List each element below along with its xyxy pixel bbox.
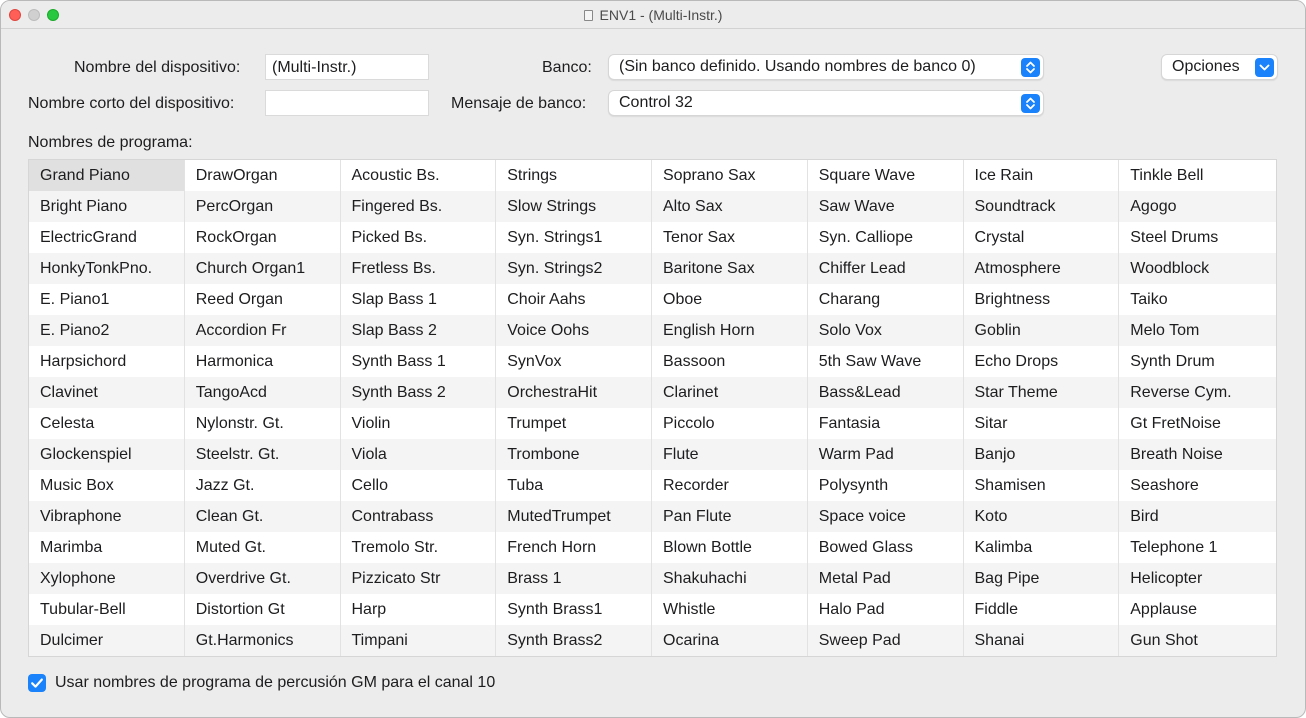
options-label: Opciones [1172, 58, 1240, 75]
program-cell[interactable]: Xylophone [29, 563, 184, 594]
program-cell[interactable]: Accordion Fr [185, 315, 340, 346]
gm-percussion-checkbox[interactable] [28, 674, 46, 692]
program-cell[interactable]: Space voice [808, 501, 963, 532]
program-cell[interactable]: Contrabass [341, 501, 496, 532]
program-cell[interactable]: Overdrive Gt. [185, 563, 340, 594]
options-popup[interactable] [1161, 54, 1278, 80]
program-column [185, 160, 341, 656]
program-cell[interactable]: Sitar [974, 415, 1008, 432]
program-cell[interactable]: Synth Brass1 [507, 601, 603, 618]
program-cell[interactable]: Glockenspiel [29, 439, 184, 470]
program-cell[interactable]: OrchestraHit [496, 377, 651, 408]
program-cell[interactable]: Fiddle [974, 601, 1019, 618]
program-names-grid [28, 159, 1277, 657]
program-cell[interactable]: Echo Drops [974, 353, 1059, 370]
program-column [29, 160, 185, 656]
program-cell[interactable]: Bird [1119, 501, 1276, 532]
program-cell[interactable]: Church Organ1 [185, 253, 340, 284]
program-cell[interactable]: Star Theme [964, 377, 1119, 408]
program-cell[interactable]: Jazz Gt. [195, 477, 255, 494]
device-short-name-field[interactable] [265, 90, 429, 116]
program-cell[interactable]: Tubular-Bell [40, 601, 126, 618]
program-cell[interactable]: Telephone 1 [1130, 539, 1218, 556]
program-cell[interactable]: Violin [351, 415, 391, 432]
program-cell[interactable]: Woodblock [1119, 253, 1276, 284]
bank-message-popup[interactable] [608, 90, 1044, 116]
program-cell[interactable]: Synth Bass 1 [351, 353, 446, 370]
document-icon [584, 10, 593, 21]
program-cell[interactable]: Bassoon [663, 353, 726, 370]
program-cell[interactable]: Clavinet [29, 377, 184, 408]
program-cell[interactable]: Shanai [964, 625, 1119, 656]
program-cell[interactable]: Oboe [663, 291, 703, 308]
program-cell[interactable]: Clean Gt. [185, 501, 340, 532]
program-cell[interactable]: Acoustic Bs. [351, 167, 440, 184]
program-cell[interactable]: Shakuhachi [652, 563, 807, 594]
program-cell[interactable]: Square Wave [818, 167, 916, 184]
chevron-down-icon [1255, 58, 1274, 77]
program-cell[interactable]: Blown Bottle [663, 539, 752, 556]
gm-percussion-label: Usar nombres de programa de percusión GM para el canal 10 [55, 674, 496, 691]
device-name-field[interactable]: (Multi-Instr.) [265, 54, 429, 80]
program-cell[interactable]: Music Box [40, 477, 114, 494]
program-cell[interactable]: Steelstr. Gt. [185, 439, 340, 470]
bank-popup[interactable] [608, 54, 1044, 80]
program-cell[interactable]: Gun Shot [1119, 625, 1276, 656]
program-cell[interactable]: DrawOrgan [195, 167, 278, 184]
program-cell[interactable]: Polysynth [818, 477, 889, 494]
program-cell[interactable]: Bass&Lead [808, 377, 963, 408]
program-cell[interactable]: Banjo [964, 439, 1119, 470]
program-cell[interactable]: Harp [351, 601, 387, 618]
program-cell[interactable]: Dulcimer [29, 625, 184, 656]
program-names-label: Nombres de programa: [28, 134, 193, 151]
program-cell[interactable]: PercOrgan [185, 191, 340, 222]
program-cell[interactable]: 5th Saw Wave [818, 353, 922, 370]
program-column [496, 160, 652, 656]
program-cell[interactable]: Agogo [1119, 191, 1276, 222]
program-cell[interactable]: Distortion Gt [195, 601, 285, 618]
program-cell[interactable]: Harpsichord [40, 353, 127, 370]
program-cell[interactable]: Ocarina [652, 625, 807, 656]
program-cell[interactable]: Slow Strings [496, 191, 651, 222]
program-cell[interactable]: Synth Bass 2 [341, 377, 496, 408]
program-cell[interactable]: Whistle [663, 601, 716, 618]
program-cell[interactable]: Brass 1 [496, 563, 651, 594]
program-cell[interactable]: Melo Tom [1119, 315, 1276, 346]
program-cell[interactable]: Synth Brass2 [496, 625, 651, 656]
program-cell[interactable]: Applause [1130, 601, 1197, 618]
program-cell[interactable]: TangoAcd [185, 377, 340, 408]
program-cell[interactable]: Saw Wave [808, 191, 963, 222]
program-cell[interactable]: Baritone Sax [652, 253, 807, 284]
program-cell[interactable]: Harmonica [195, 353, 274, 370]
program-cell[interactable]: MutedTrumpet [496, 501, 651, 532]
program-cell[interactable]: Soundtrack [964, 191, 1119, 222]
program-cell[interactable]: Slap Bass 2 [341, 315, 496, 346]
program-cell[interactable]: French Horn [507, 539, 597, 556]
program-cell[interactable]: Soprano Sax [663, 167, 756, 184]
program-cell[interactable]: Bag Pipe [964, 563, 1119, 594]
program-cell[interactable]: HonkyTonkPno. [29, 253, 184, 284]
program-cell[interactable]: Ice Rain [974, 167, 1034, 184]
program-cell[interactable]: Strings [507, 167, 558, 184]
program-cell[interactable]: Fantasia [818, 415, 881, 432]
program-cell[interactable]: Tenor Sax [663, 229, 736, 246]
title-bar [1, 1, 1305, 29]
program-cell[interactable]: Grand Piano [29, 160, 184, 191]
program-cell[interactable]: Goblin [964, 315, 1119, 346]
program-cell[interactable]: Sweep Pad [808, 625, 963, 656]
window-title-area [1, 7, 1305, 23]
program-cell[interactable]: SynVox [507, 353, 562, 370]
bank-message-label: Mensaje de banco: [451, 95, 587, 112]
program-cell[interactable]: Brightness [974, 291, 1051, 308]
checkmark-icon [28, 674, 46, 692]
program-cell[interactable]: Syn. Strings1 [507, 229, 603, 246]
program-cell[interactable]: Picked Bs. [351, 229, 428, 246]
program-cell[interactable]: Voice Oohs [496, 315, 651, 346]
program-cell[interactable]: Clarinet [652, 377, 807, 408]
program-cell[interactable]: Recorder [663, 477, 729, 494]
program-cell[interactable]: Marimba [40, 539, 103, 556]
program-cell[interactable]: Charang [818, 291, 881, 308]
program-cell[interactable]: Choir Aahs [507, 291, 586, 308]
program-cell[interactable]: Slap Bass 1 [351, 291, 437, 308]
program-cell[interactable]: Syn. Strings2 [496, 253, 651, 284]
bank-popup-value: (Sin banco definido. Usando nombres de banco 0) [619, 58, 976, 75]
program-cell[interactable]: Taiko [1130, 291, 1168, 308]
window-title: ENV1 - (Multi-Instr.) [599, 7, 723, 23]
program-cell[interactable]: Chiffer Lead [808, 253, 963, 284]
program-cell[interactable]: Tinkle Bell [1130, 167, 1204, 184]
program-cell[interactable]: Kalimba [974, 539, 1033, 556]
program-column [808, 160, 964, 656]
bank-message-popup-value: Control 32 [619, 94, 693, 111]
program-cell[interactable]: Seashore [1130, 477, 1199, 494]
bank-label: Banco: [542, 59, 592, 76]
program-cell[interactable]: ElectricGrand [40, 229, 137, 246]
program-cell[interactable]: Koto [964, 501, 1119, 532]
program-cell[interactable]: Crystal [974, 229, 1025, 246]
program-column [1119, 160, 1276, 656]
program-cell[interactable]: Tuba [507, 477, 544, 494]
program-cell[interactable]: Fretless Bs. [341, 253, 496, 284]
program-cell[interactable]: Bowed Glass [818, 539, 914, 556]
up-down-chevron-icon [1021, 94, 1040, 113]
program-cell[interactable]: Synth Drum [1130, 353, 1215, 370]
program-cell[interactable]: Solo Vox [808, 315, 963, 346]
program-cell[interactable]: Piccolo [663, 415, 715, 432]
program-cell[interactable]: Fingered Bs. [341, 191, 496, 222]
program-cell[interactable]: Trombone [496, 439, 651, 470]
program-cell[interactable]: Pan Flute [652, 501, 807, 532]
program-cell[interactable]: Reed Organ [195, 291, 283, 308]
program-cell[interactable]: Reverse Cym. [1119, 377, 1276, 408]
program-cell[interactable]: English Horn [652, 315, 807, 346]
program-column [652, 160, 808, 656]
program-cell[interactable]: Viola [341, 439, 496, 470]
program-column [341, 160, 497, 656]
program-cell[interactable]: Timpani [341, 625, 496, 656]
program-cell[interactable]: Tremolo Str. [351, 539, 439, 556]
program-cell[interactable]: Halo Pad [818, 601, 885, 618]
program-cell[interactable]: Steel Drums [1130, 229, 1219, 246]
program-cell[interactable]: Pizzicato Str [341, 563, 496, 594]
program-cell[interactable]: Breath Noise [1119, 439, 1276, 470]
program-cell[interactable]: Flute [652, 439, 807, 470]
program-cell[interactable]: Syn. Calliope [818, 229, 914, 246]
program-cell[interactable]: E. Piano2 [29, 315, 184, 346]
program-cell[interactable]: Nylonstr. Gt. [195, 415, 284, 432]
program-cell[interactable]: Cello [351, 477, 388, 494]
program-cell[interactable]: Bright Piano [29, 191, 184, 222]
program-cell[interactable]: Trumpet [507, 415, 567, 432]
program-cell[interactable]: Vibraphone [29, 501, 184, 532]
program-cell[interactable]: Muted Gt. [195, 539, 266, 556]
program-column [964, 160, 1120, 656]
up-down-chevron-icon [1021, 58, 1040, 77]
program-cell[interactable]: Gt.Harmonics [185, 625, 340, 656]
device-name-label: Nombre del dispositivo: [74, 59, 241, 76]
program-cell[interactable]: Gt FretNoise [1130, 415, 1221, 432]
program-cell[interactable]: E. Piano1 [40, 291, 110, 308]
device-short-name-label: Nombre corto del dispositivo: [28, 95, 235, 112]
program-cell[interactable]: Warm Pad [808, 439, 963, 470]
program-cell[interactable]: Celesta [40, 415, 95, 432]
program-cell[interactable]: Alto Sax [652, 191, 807, 222]
program-cell[interactable]: RockOrgan [195, 229, 277, 246]
program-cell[interactable]: Atmosphere [964, 253, 1119, 284]
program-cell[interactable]: Shamisen [974, 477, 1046, 494]
program-cell[interactable]: Helicopter [1119, 563, 1276, 594]
program-cell[interactable]: Metal Pad [808, 563, 963, 594]
